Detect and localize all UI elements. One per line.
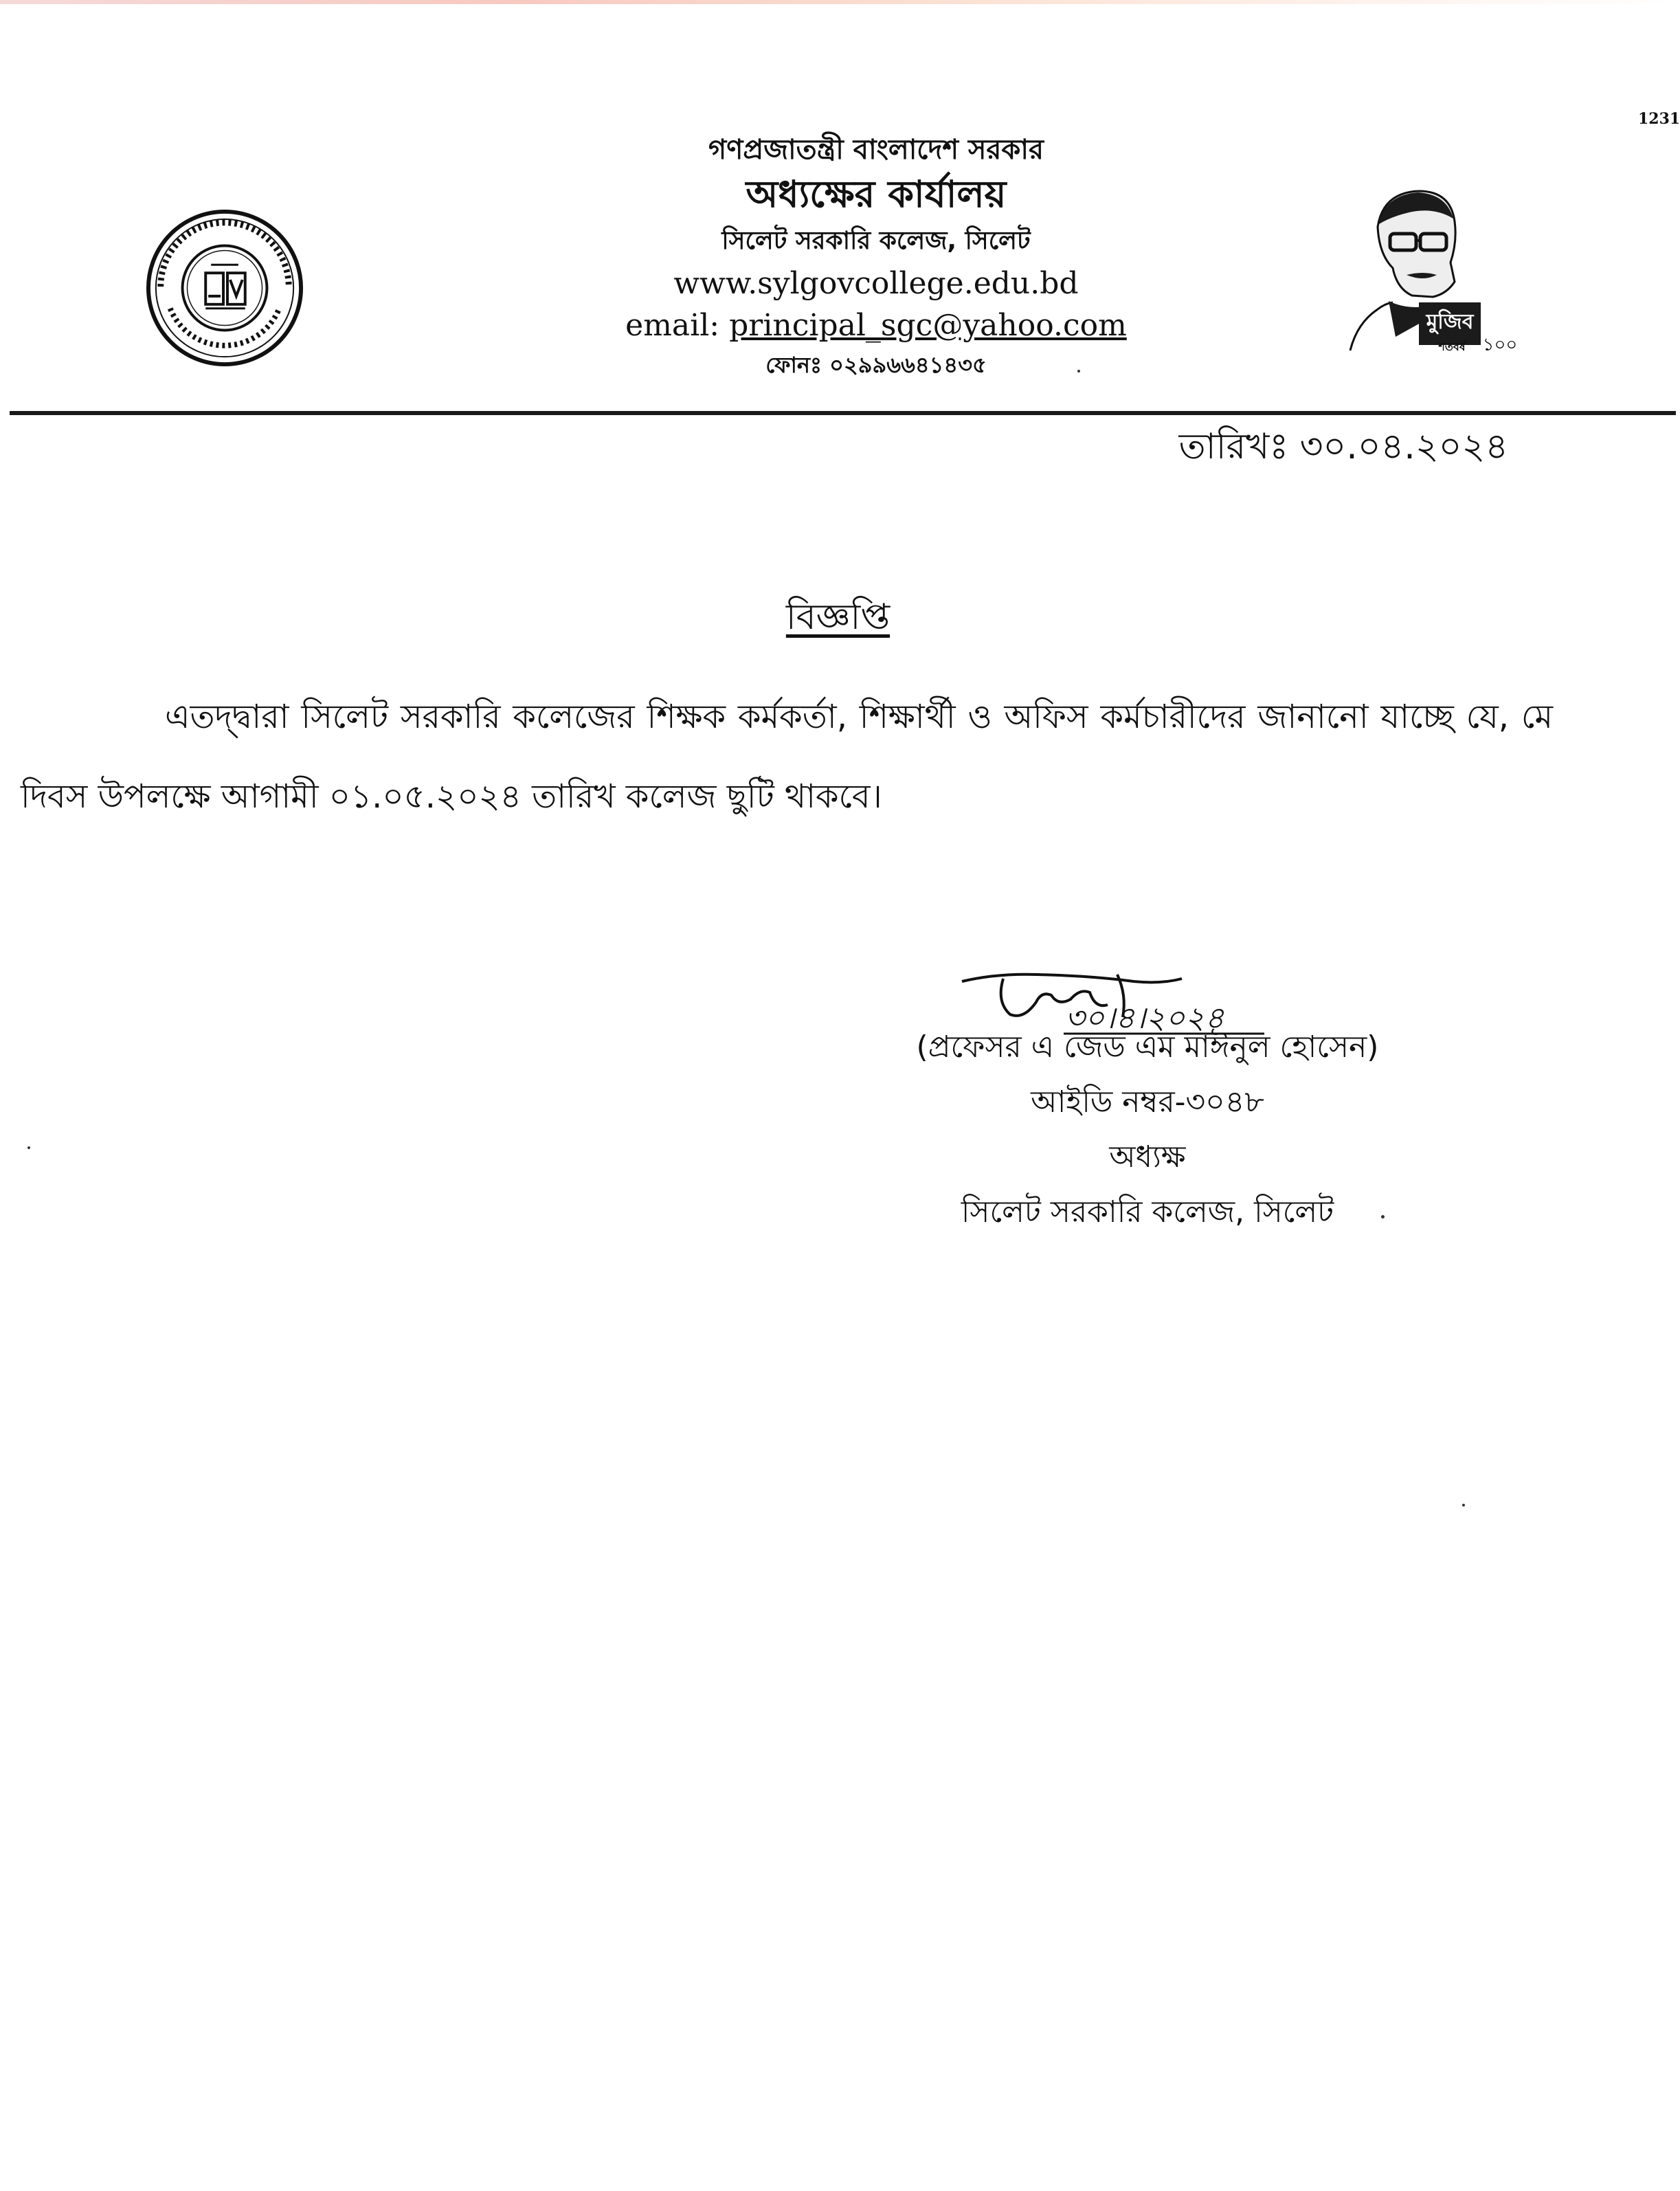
college-seal-icon (143, 206, 306, 370)
header-divider (10, 411, 1676, 415)
notice-body: এতদ্দ্বারা সিলেট সরকারি কলেজের শিক্ষক কর্মকর্তা, শিক্ষার্থী ও অফিস কর্মচারীদের জানানো যাচ্ছে যে, মে দিবস উপলক্ষে আগামী ০১.০৫.২০২৪ তারিখ কলেজ ছুটি থাকবে। (21, 698, 1553, 816)
signatory-institution: সিলেট সরকারি কলেজ, সিলেট (961, 1194, 1334, 1230)
government-name: গণপ্রজাতন্ত্রী বাংলাদেশ সরকার (708, 134, 1044, 166)
signatory-designation: অধ্যক্ষ (1109, 1139, 1186, 1175)
notice-title-text: বিজ্ঞপ্তি (785, 597, 891, 638)
scan-speck (1462, 1504, 1465, 1506)
signature-block (866, 1020, 1429, 1240)
svg-text:১০০: ১০০ (1482, 335, 1518, 355)
signatory-id: আইডি নম্বর-৩০৪৮ (1031, 1085, 1264, 1120)
email-label: email: (625, 308, 720, 343)
portrait-logo-subtext: শতবর্ষ (1438, 340, 1466, 353)
email-address-link[interactable]: principal_sgc@yahoo.com (729, 308, 1127, 343)
scan-edge-tint (0, 0, 1676, 4)
scan-speck (27, 1146, 30, 1149)
mujib-portrait-icon (1330, 179, 1522, 361)
scan-speck (1381, 1215, 1385, 1219)
website-link[interactable]: www.sylgovcollege.edu.bd (673, 266, 1079, 301)
notice-title (0, 591, 1676, 643)
college-name: সিলেট সরকারি কলেজ, সিলেট (721, 227, 1031, 255)
page-number: 1231 (1638, 110, 1680, 128)
notice-date: তারিখঃ ৩০.০৪.২০২৪ (1178, 426, 1508, 467)
office-name: অধ্যক্ষের কার্যালয় (746, 173, 1007, 216)
letterhead (481, 131, 1271, 383)
signatory-name: (প্রফেসর এ জেড এম মাঈনুল হোসেন) (916, 1030, 1379, 1065)
portrait-logo-text: মুজিব (1426, 310, 1474, 334)
handwritten-date-text: ৩০।৪।২০২৪ (1065, 1001, 1224, 1036)
email-line (481, 305, 1271, 346)
scan-speck (1077, 370, 1080, 372)
phone-number: ফোনঃ ০২৯৯৬৬৪১৪৩৫ (765, 352, 987, 378)
